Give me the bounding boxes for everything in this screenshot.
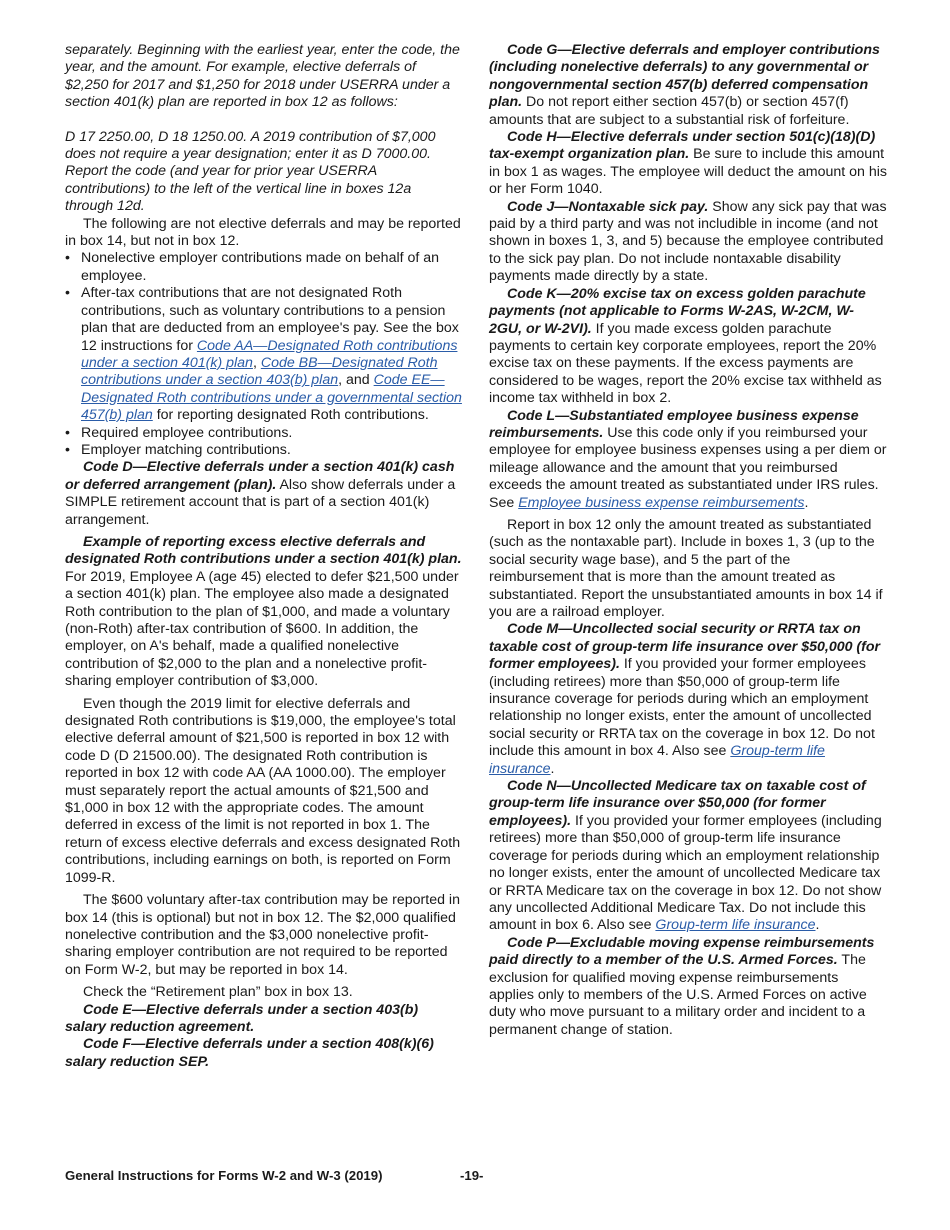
code-e-section — [65, 1002, 463, 1037]
bullet-icon: • — [65, 441, 70, 458]
bullet-icon: • — [65, 285, 70, 302]
code-d-section: Code D—Elective deferrals under a section 401(k) cash or deferred arrangement (plan). Also show deferrals under a SIMPLE retirement account that is part of a section 401(k) arrangement. — [65, 459, 456, 528]
code-n-section: Code N—Uncollected Medicare tax on taxable cost of group-term life insurance over $50,000 (for former employees). If you provided your former employees (including retirees) more than $50,000 of group-term life insurance coverage for periods during which an employment relationship no longer exists, enter the amount of uncollected Medicare tax or RRTA Medicare tax on the coverage in box 12. Do not show any uncollected Additional Medicare Tax. Do not include this amount in box 6. Also see Group-term life insurance. — [489, 778, 882, 934]
code-l-section: Code L—Substantiated employee business expense reimbursements. Use this code only if you reimbursed your employee for employee business expenses using a per diem or mileage allowance and the amount that you reimbursed exceeds the amount treated as substantiated under IRS rules. See Employee business expense reimbursements. — [489, 407, 887, 511]
code-h-section: Code H—Elective deferrals under section 501(c)(18)(D) tax-exempt organization plan. Be sure to include this amount in box 1 as wages. The employee will deduct the amount on his or her Form 1040. — [489, 129, 888, 198]
code-p-section: Code P—Excludable moving expense reimbursements paid directly to a member of the U.S. Armed Forces. The exclusion for qualified moving expense reimbursements applies only to members of the U.S. Armed Forces on active duty who move pursuant to a military order and incident to a permanent change of station. — [489, 934, 875, 1038]
code-f-heading: Code F—Elective deferrals under a section 408(k)(6) salary reduction SEP. — [65, 1036, 434, 1070]
code-bb-link[interactable]: Code BB—Designated Roth contributions under a section 403(b) plan — [81, 354, 438, 389]
example-section: Example of reporting excess elective deferrals and designated Roth contributions under a section 401(k) plan. For 2019, Employee A (age 45) elected to defer $21,500 under a section 401(k) plan. The employee also made a designated Roth contribution to the plan of $1,000, and made a voluntary (non-Roth) after-tax contribution of $600. In addition, the employer, on A's behalf, made a qualified nonelective contribution of $2,000 to the plan and a nonelective profit-sharing employer contribution of $3,000. — [65, 533, 462, 690]
footer-title: General Instructions for Forms W-2 and W-3 (2019) — [65, 1168, 383, 1183]
code-j-heading: Code J—Nontaxable sick pay. — [507, 198, 709, 215]
list-item-text: After-tax contributions that are not designated Roth contributions, such as voluntary contributions to a pension plan that are deducted from an employee's pay. See the box 12 instructions for Code AA—Designated Roth contributions under a section 401(k) plan, Code BB—Designated Roth contributions under a section 403(b) plan, and Code EE—Designated Roth contributions under a governmental section 457(b) plan for reporting designated Roth contributions. — [81, 285, 462, 424]
code-d-heading: Code D—Elective deferrals under a section 401(k) cash or deferred arrangement (plan). — [65, 459, 455, 493]
right-column — [489, 42, 887, 1039]
page-number: -19- — [460, 1168, 484, 1183]
code-h-heading: Code H—Elective deferrals under section 501(c)(18)(D) tax-exempt organization plan. — [489, 129, 876, 163]
code-p-heading: Code P—Excludable moving expense reimbursements paid directly to a member of the U.S. Armed Forces. — [489, 934, 875, 969]
group-term-life-link[interactable]: Group-term life insurance — [489, 743, 825, 777]
code-g-section: Code G—Elective deferrals and employer contributions (including nonelective deferrals) to any governmental or nongovernmental section 457(b) deferred compensation plan. Do not report either section 457(b) or section 457(f) amounts that are subject to a substantial risk of forfeiture. — [489, 42, 880, 128]
code-n-heading: Code N—Uncollected Medicare tax on taxable cost of group-term life insurance over $50,000 (for former employees). — [489, 778, 866, 829]
bullet-icon: • — [65, 250, 70, 267]
userra-example-paragraph: D 17 2250.00, D 18 1250.00. A 2019 contribution of $7,000 does not require a year designation; enter it as D 7000.00. Report the code (and year for prior year USERRA contributions) to the left of the vertical line in boxes 12a through 12d. — [65, 128, 436, 215]
group-term-life-link[interactable]: Group-term life insurance — [655, 917, 816, 934]
code-m-heading: Code M—Uncollected social security or RRTA tax on taxable cost of group-term life insurance over $50,000 (for former employees). — [489, 621, 881, 673]
left-column — [65, 42, 463, 1071]
list-item — [65, 425, 463, 442]
code-k-section: Code K—20% excise tax on excess golden parachute payments (not applicable to Forms W-2AS, W-2CM, W-2GU, or W-2VI). If you made excess golden parachute payments to certain key corporate employees, report the 20% excise tax on these payments. If the excess payments are considered to be wages, report the 20% excise tax withheld as income tax withheld in box 2. — [489, 285, 882, 407]
retirement-plan-paragraph: Check the “Retirement plan” box in box 13. — [83, 984, 353, 1001]
code-ee-link[interactable]: Code EE—Designated Roth contributions under a governmental section 457(b) plan — [81, 372, 462, 424]
code-k-heading: Code K—20% excise tax on excess golden parachute payments (not applicable to Forms W-2AS, W-2CM, W-2GU, or W-2VI). — [489, 285, 866, 337]
list-item — [65, 285, 463, 424]
code-m-section: Code M—Uncollected social security or RRTA tax on taxable cost of group-term life insurance over $50,000 (for former employees). If you provided your former employees (including retirees) more than $50,000 of group-term life insurance coverage for periods during which an employment relationship no longer exists, enter the amount of uncollected social security or RRTA tax on the coverage in box 12. Do not include this amount in box 4. Also see Group-term life insurance. — [489, 621, 881, 777]
bullet-icon: • — [65, 424, 70, 441]
code-l-heading: Code L—Substantiated employee business expense reimbursements. — [489, 407, 859, 441]
code-j-section: Code J—Nontaxable sick pay. Show any sick pay that was paid by a third party and was not includible in income (and not shown in boxes 1, 3, and 5) because the employee contributed to the sick pay plan. Do not include nontaxable disability payments made directly by a state. — [489, 198, 887, 285]
code-e-heading: Code E—Elective deferrals under a section 403(b) salary reduction agreement. — [65, 1001, 419, 1035]
code-aa-link[interactable]: Code AA—Designated Roth contributions under a section 401(k) plan — [81, 337, 458, 371]
list-item-text: Employer matching contributions. — [81, 441, 291, 458]
code-f-section — [65, 1036, 463, 1071]
employee-business-expense-link[interactable]: Employee business expense reimbursements — [518, 494, 805, 511]
list-item-text: Nonelective employer contributions made on behalf of an employee. — [81, 250, 440, 284]
list-item-text: Required employee contributions. — [81, 424, 293, 441]
substantiated-amount-paragraph: Report in box 12 only the amount treated as substantiated (such as the nontaxable part). Include in boxes 1, 3 (up to the social security wage base), and 5 the part of the reimbursement that is more than the amount treated as substantiated. Report the unsubstantiated amounts in box 14 if you are a railroad employer. — [489, 516, 883, 620]
code-g-heading: Code G—Elective deferrals and employer contributions (including nonelective deferrals) to any governmental or nongovernmental section 457(b) deferred compensation plan. — [489, 42, 880, 111]
not-elective-deferrals-paragraph: The following are not elective deferrals and may be reported in box 14, but not in box 12. — [65, 215, 461, 250]
list-item — [65, 250, 463, 285]
list-item — [65, 442, 463, 459]
voluntary-contribution-paragraph: The $600 voluntary after-tax contribution may be reported in box 14 (this is optional) but not in box 12. The $2,000 qualified nonelective contribution and the $3,000 nonelective profit-sharing employer contribution are not required to be reported on Form W-2, but may be reported in box 14. — [65, 892, 460, 978]
example-heading: Example of reporting excess elective deferrals and designated Roth contributions under a section 401(k) plan. — [65, 533, 462, 568]
roth-limit-paragraph: Even though the 2019 limit for elective deferrals and designated Roth contributions is $19,000, the employee's total elective deferral amount of $21,500 is reported in box 12 with code D (D 21500.00). The designated Roth contribution is reported in box 12 with code AA (AA 1000.00). The employer must separately report the actual amounts of $21,500 and $1,000 in box 12 with the appropriate codes. The amount deferred in excess of the limit is not reported in box 1. The return of excess elective deferrals and excess designated Roth contributions, including earnings on both, is reported on Form 1099-R. — [65, 695, 461, 886]
userra-intro-paragraph: separately. Beginning with the earliest year, enter the code, the year, and the amount. For example, elective deferrals of $2,250 for 2017 and $1,250 for 2018 under USERRA under a section 401(k) plan are reported in box 12 as follows: — [65, 42, 460, 111]
